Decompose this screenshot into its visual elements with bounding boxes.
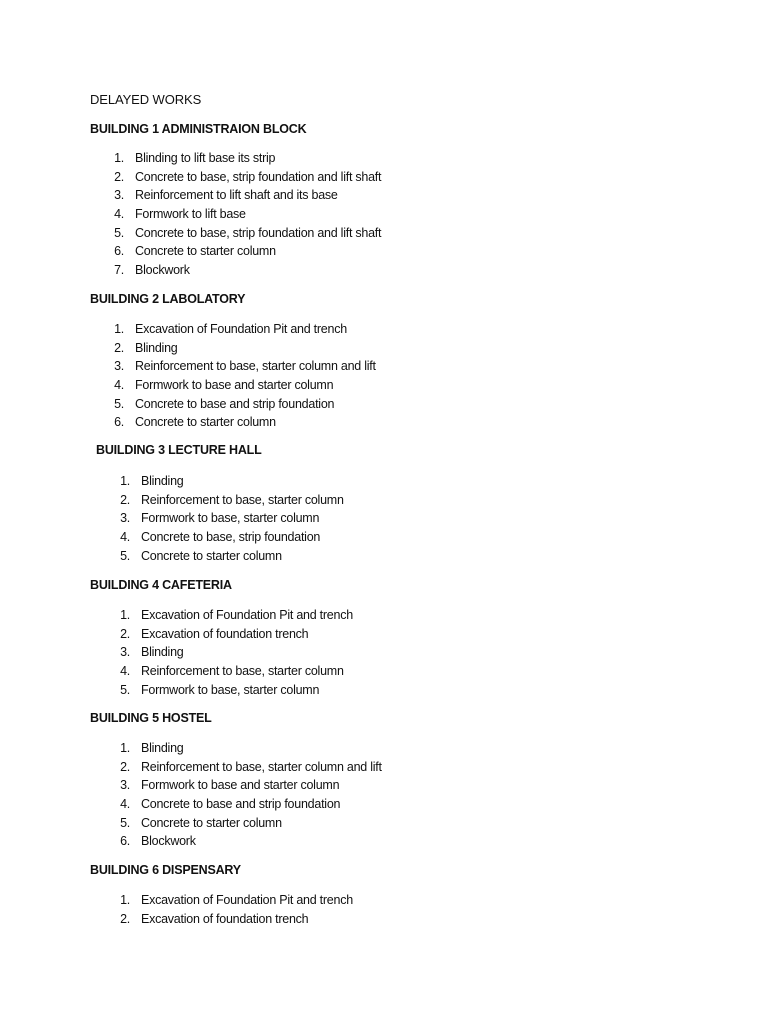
item-text: Excavation of Foundation Pit and trench: [141, 608, 353, 622]
item-text: Blinding: [135, 340, 178, 355]
item-text: Formwork to base, starter column: [141, 511, 320, 526]
item-text: Formwork to lift base: [135, 207, 246, 222]
task-list: [114, 322, 376, 434]
list-item: [114, 340, 376, 360]
item-text: Blinding to lift base its strip: [135, 151, 276, 165]
list-item: [120, 893, 353, 912]
item-text: Blinding: [141, 645, 184, 660]
item-number: 1.: [120, 474, 130, 488]
item-text: Concrete to starter column: [135, 244, 276, 259]
item-text: Excavation of Foundation Pit and trench: [135, 322, 347, 336]
list-item: [114, 359, 376, 378]
task-list: [114, 151, 382, 282]
item-number: 2.: [120, 626, 130, 641]
item-text: Formwork to base, starter column: [141, 682, 320, 697]
item-number: 1.: [120, 608, 130, 622]
item-number: 3.: [114, 359, 124, 374]
list-item: [120, 741, 382, 760]
item-text: Concrete to starter column: [135, 415, 276, 430]
item-number: 1.: [114, 151, 124, 165]
list-item: [120, 911, 353, 931]
item-text: Concrete to starter column: [141, 548, 282, 563]
item-number: 4.: [120, 530, 130, 545]
list-item: [114, 263, 381, 282]
list-item: [120, 548, 344, 568]
item-text: Blockwork: [141, 834, 196, 849]
list-item: [114, 188, 381, 207]
item-text: Blockwork: [135, 263, 190, 278]
item-number: 5.: [114, 396, 124, 411]
item-number: 5.: [120, 815, 130, 830]
list-item: [114, 244, 381, 263]
section-heading: BUILDING 4 CAFETERIA: [90, 578, 232, 592]
item-number: 3.: [114, 188, 124, 203]
task-list: [120, 741, 382, 853]
list-item: [114, 415, 376, 434]
list-item: [120, 834, 382, 853]
list-item: [120, 530, 344, 549]
item-text: Reinforcement to lift shaft and its base: [135, 188, 338, 203]
item-text: Concrete to base and strip foundation: [135, 396, 335, 411]
item-text: Excavation of foundation trench: [141, 626, 309, 641]
item-text: Reinforcement to base, starter column and lift: [135, 359, 376, 374]
list-item: [114, 151, 381, 170]
item-text: Excavation of foundation trench: [141, 911, 309, 926]
item-text: Concrete to base and strip foundation: [141, 797, 341, 812]
list-item: [120, 492, 344, 512]
section-heading: BUILDING 1 ADMINISTRAION BLOCK: [90, 122, 307, 136]
section-heading: BUILDING 2 LABOLATORY: [90, 292, 246, 306]
item-number: 2.: [114, 340, 124, 355]
list-item: [120, 626, 353, 646]
list-item: [120, 511, 344, 530]
item-number: 6.: [114, 415, 124, 430]
list-item: [120, 645, 353, 664]
task-list: [120, 474, 344, 567]
list-item: [114, 322, 376, 341]
item-number: 7.: [114, 263, 124, 278]
item-text: Concrete to base, strip foundation and lift shaft: [135, 225, 382, 240]
item-number: 6.: [120, 834, 130, 849]
item-number: 1.: [114, 322, 124, 336]
section-heading: BUILDING 5 HOSTEL: [90, 711, 212, 725]
item-text: Concrete to base, strip foundation and lift shaft: [135, 169, 382, 184]
item-text: Formwork to base and starter column: [141, 778, 340, 793]
item-number: 4.: [120, 664, 130, 679]
item-number: 4.: [114, 378, 124, 393]
list-item: [114, 169, 382, 189]
item-number: 2.: [114, 169, 124, 184]
list-item: [114, 378, 376, 397]
item-text: Concrete to starter column: [141, 815, 282, 830]
item-text: Formwork to base and starter column: [135, 378, 334, 393]
item-text: Blinding: [141, 741, 184, 755]
item-text: Reinforcement to base, starter column and lift: [141, 759, 382, 774]
item-number: 3.: [120, 511, 130, 526]
document-title: DELAYED WORKS: [90, 92, 202, 107]
list-item: [114, 225, 382, 245]
section-heading: BUILDING 6 DISPENSARY: [90, 863, 241, 877]
list-item: [120, 815, 382, 835]
list-item: [114, 396, 376, 416]
list-item: [120, 608, 353, 627]
item-number: 4.: [120, 797, 130, 812]
item-number: 2.: [120, 911, 130, 926]
item-number: 5.: [120, 548, 130, 563]
item-number: 3.: [120, 778, 130, 793]
item-text: Excavation of Foundation Pit and trench: [141, 893, 353, 907]
list-item: [120, 474, 344, 493]
item-text: Concrete to base, strip foundation: [141, 530, 321, 545]
item-text: Reinforcement to base, starter column: [141, 664, 344, 679]
task-list: [120, 893, 353, 930]
list-item: [120, 759, 382, 779]
list-item: [120, 778, 382, 797]
item-number: 4.: [114, 207, 124, 222]
list-item: [120, 664, 353, 683]
item-number: 1.: [120, 741, 130, 755]
item-number: 1.: [120, 893, 130, 907]
list-item: [120, 797, 382, 816]
list-item: [120, 682, 353, 702]
item-number: 2.: [120, 492, 130, 507]
item-number: 2.: [120, 759, 130, 774]
item-number: 3.: [120, 645, 130, 660]
item-text: Reinforcement to base, starter column: [141, 492, 344, 507]
task-list: [120, 608, 353, 701]
item-number: 5.: [120, 682, 130, 697]
item-number: 5.: [114, 225, 124, 240]
item-text: Blinding: [141, 474, 184, 488]
item-number: 6.: [114, 244, 124, 259]
section-heading: BUILDING 3 LECTURE HALL: [96, 443, 262, 457]
list-item: [114, 207, 381, 226]
